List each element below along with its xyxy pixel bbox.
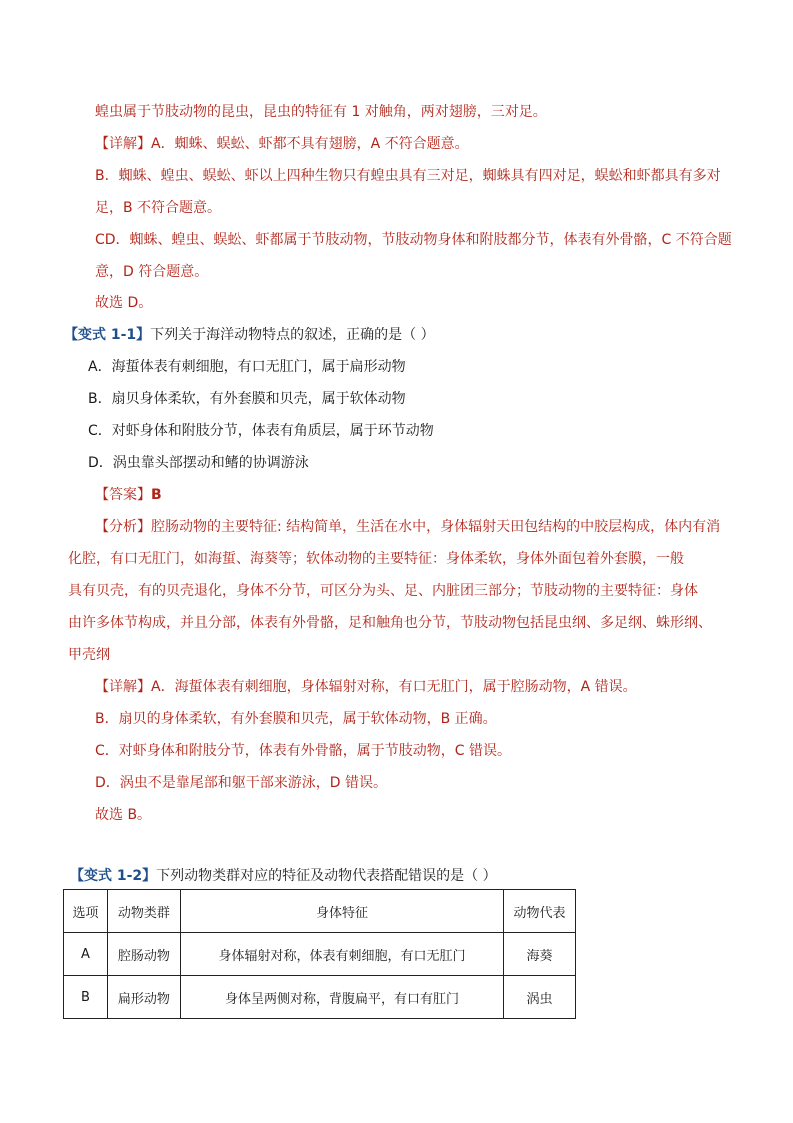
question-stem: 【变式 1-2】下列动物类群对应的特征及动物代表搭配错误的是（ ） bbox=[70, 868, 497, 884]
table-header-cell: 动物代表 bbox=[504, 890, 576, 933]
detail-text: A．蜘蛛、蜈蚣、虾都不具有翅膀，A 不符合题意。 bbox=[151, 136, 469, 152]
analysis-line: 【分析】腔肠动物的主要特征: 结构简单，生活在水中，身体辐射天田包结构的中胶层构成，体内有消 bbox=[95, 519, 721, 535]
detail-line: D．涡虫不是靠尾部和躯干部来游泳，D 错误。 bbox=[95, 775, 388, 791]
detail-line: 【详解】A．海蜇体表有刺细胞，身体辐射对称，有口无肛门，属于腔肠动物，A 错误。 bbox=[95, 679, 637, 695]
table-header-cell: 选项 bbox=[64, 890, 108, 933]
option-d: D．涡虫靠头部摆动和鳍的协调游泳 bbox=[88, 455, 309, 471]
question-tag: 【变式 1-1】 bbox=[64, 327, 151, 343]
table-cell: B bbox=[64, 976, 108, 1019]
text-line: 意，D 符合题意。 bbox=[95, 264, 209, 280]
text-line: 故选 D。 bbox=[95, 295, 153, 311]
option-b: B．扇贝身体柔软，有外套膜和贝壳，属于软体动物 bbox=[88, 391, 406, 407]
table-header-row bbox=[64, 890, 576, 933]
table-header-cell: 动物类群 bbox=[107, 890, 180, 933]
answer-tag: 【答案】 bbox=[95, 487, 151, 503]
table-row bbox=[64, 933, 576, 976]
question-stem: 【变式 1-1】下列关于海洋动物特点的叙述，正确的是（ ） bbox=[64, 327, 435, 343]
text-line: 蝗虫属于节肢动物的昆虫，昆虫的特征有 1 对触角，两对翅膀，三对足。 bbox=[95, 104, 547, 120]
option-c: C．对虾身体和附肢分节，体表有角质层，属于环节动物 bbox=[88, 423, 434, 439]
table-cell: 身体呈两侧对称，背腹扁平，有口有肛门 bbox=[180, 976, 503, 1019]
detail-line: C．对虾身体和附肢分节，体表有外骨骼，属于节肢动物，C 错误。 bbox=[95, 743, 511, 759]
analysis-line: 具有贝壳，有的贝壳退化，身体不分节，可区分为头、足、内脏团三部分；节肢动物的主要特征：身体 bbox=[68, 583, 698, 599]
analysis-tag: 【分析】 bbox=[95, 519, 151, 535]
answer-value: B bbox=[151, 487, 162, 503]
analysis-line: 化腔，有口无肛门，如海蜇、海葵等；软体动物的主要特征：身体柔软，身体外面包着外套膜，一般 bbox=[68, 551, 684, 567]
text-line: 足，B 不符合题意。 bbox=[95, 200, 222, 216]
text-line: CD．蜘蛛、蝗虫、蜈蚣、虾都属于节肢动物，节肢动物身体和附肢都分节，体表有外骨骼，C 不符合题 bbox=[95, 232, 732, 248]
question-tag: 【变式 1-2】 bbox=[70, 868, 157, 884]
options-table bbox=[63, 889, 576, 1019]
conclusion-line: 故选 B。 bbox=[95, 807, 152, 823]
answer-line bbox=[95, 485, 162, 505]
analysis-line: 由许多体节构成，并且分部，体表有外骨骼，足和触角也分节，节肢动物包括昆虫纲、多足纲、蛛形纲、 bbox=[68, 615, 712, 631]
table-cell: 腔肠动物 bbox=[107, 933, 180, 976]
table-cell: A bbox=[64, 933, 108, 976]
text-line: B．蜘蛛、蝗虫、蜈蚣、虾以上四种生物只有蝗虫具有三对足，蜘蛛具有四对足，蜈蚣和虾都具有多对 bbox=[95, 168, 721, 184]
table-cell: 身体辐射对称，体表有刺细胞，有口无肛门 bbox=[180, 933, 503, 976]
detail-tag: 【详解】 bbox=[95, 136, 151, 152]
option-a: A．海蜇体表有刺细胞，有口无肛门，属于扁形动物 bbox=[88, 359, 406, 375]
table-cell: 扁形动物 bbox=[107, 976, 180, 1019]
table-header-cell: 身体特征 bbox=[180, 890, 503, 933]
table-row bbox=[64, 976, 576, 1019]
text-line bbox=[95, 134, 469, 154]
detail-tag: 【详解】 bbox=[95, 679, 151, 695]
table-cell: 涡虫 bbox=[504, 976, 576, 1019]
detail-line: B．扇贝的身体柔软，有外套膜和贝壳，属于软体动物，B 正确。 bbox=[95, 711, 497, 727]
analysis-line: 甲壳纲 bbox=[68, 647, 110, 663]
table-cell: 海葵 bbox=[504, 933, 576, 976]
